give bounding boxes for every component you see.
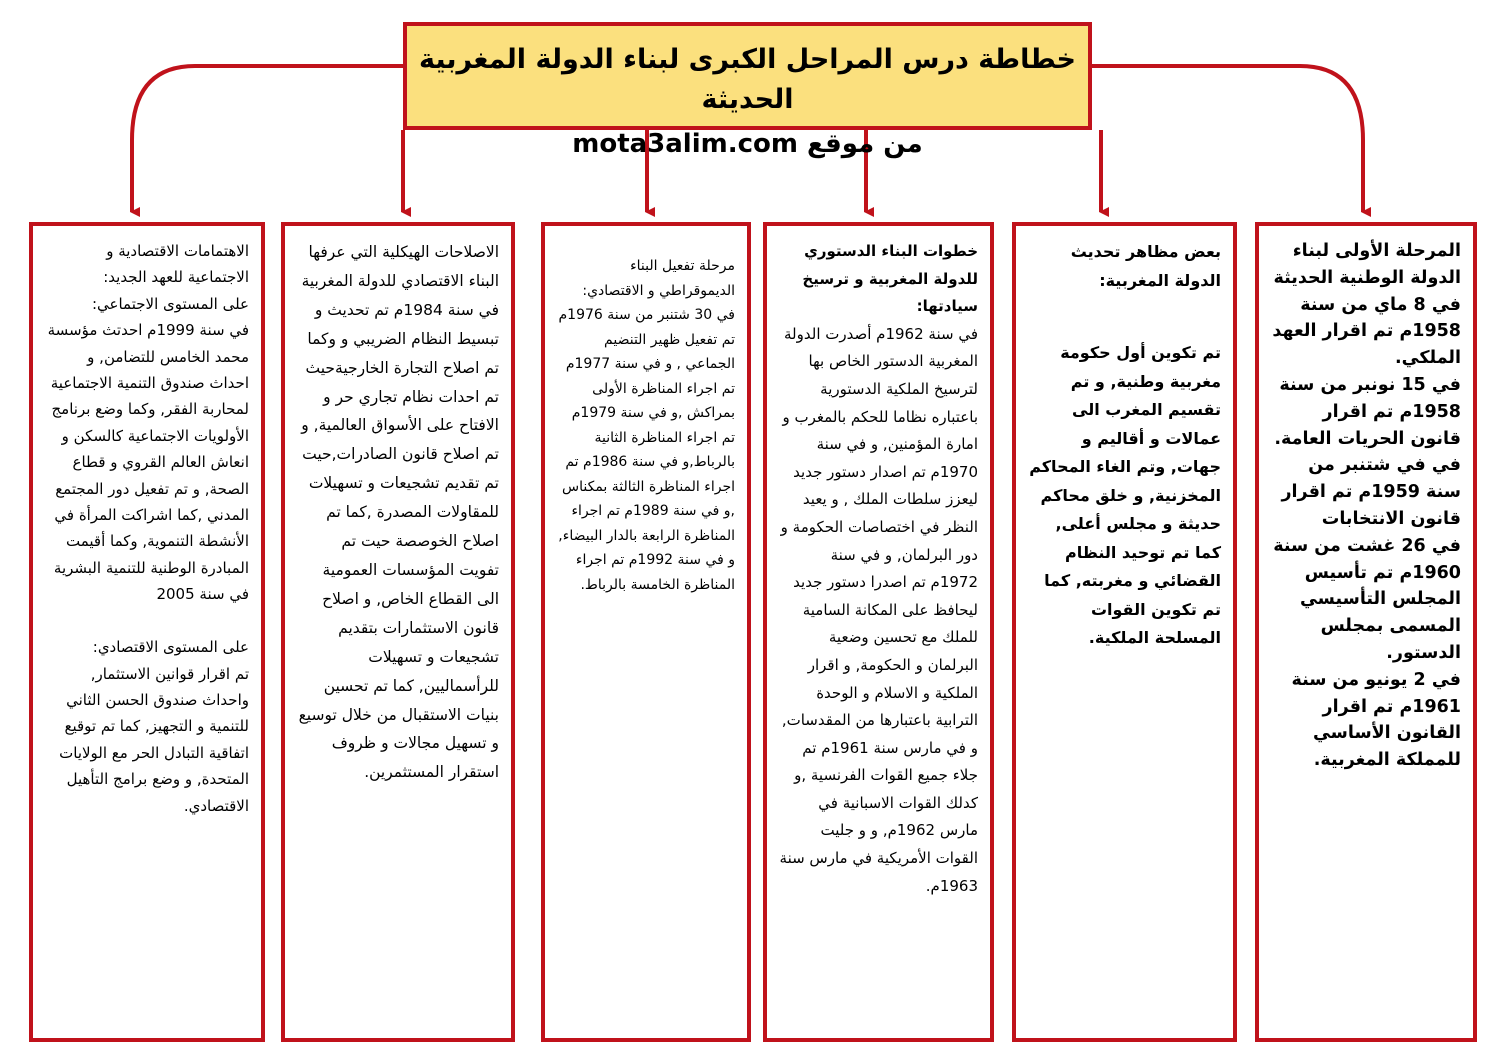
box-body: في 8 ماي من سنة 1958م تم اقرار العهد الملكي. في 15 نونبر من سنة 1958م تم اقرار قانون الحريات العامة. في في شتنبر من سنة 1959م تم اقرار قانون الانتخابات في 26 غشت من سنة 1960م تم تأسيس المجلس التأسيسي المسمى بمجلس الدستور. في 2 يونيو من سنة 1961م تم اقرار القانون الأساسي للمملكة المغربية.	[1272, 294, 1461, 771]
stage-box-constitutional	[763, 222, 994, 1042]
box-body: تم تكوين أول حكومة مغربية وطنية, و تم تقسيم المغرب الى عمالات و أقاليم و جهات, وتم الغاء المحاكم المخزنية, و خلق محاكم حديثة و مجلس أعلى, كما تم توحيد النظام القضائي و مغربته, كما تم تكوين القوات المسلحة الملكية.	[1029, 343, 1221, 647]
box-heading: خطوات البناء الدستوري للدولة المغربية و ترسيخ سيادتها:	[802, 242, 978, 316]
page-subtitle: من موقع mota3alim.com	[572, 129, 923, 159]
box-heading: مرحلة تفعيل البناء الديموقراطي و الاقتصادي:	[582, 258, 735, 299]
stage-box-first-stage	[1255, 222, 1477, 1042]
box-body: في 30 شتنبر من سنة 1976م تم تفعيل ظهير التنضيم الجماعي , و في سنة 1977م تم اجراء المناظرة الأولى بمراكش ,و في سنة 1979م تم اجراء المناظرة الثانية بالرباط,و في سنة 1986م تم اجراء المناظرة الثالثة بمكناس ,و في سنة 1989م تم اجراء المناظرة الرابعة بالدار البيضاء, و في سنة 1992م تم اجراء المناظرة الخامسة بالرباط.	[558, 307, 735, 593]
page-title: خطاطة درس المراحل الكبرى لبناء الدولة المغربية الحديثة	[419, 44, 1076, 115]
stage-box-structural-reforms	[281, 222, 515, 1042]
box-body: في سنة 1962م أصدرت الدولة المغربية الدستور الخاص بها لترسيخ الملكية الدستورية باعتباره نظاما للحكم بالمغرب و امارة المؤمنين, و في سنة 1970م تم اصدار دستور جديد ليعزز سلطات الملك , و يعيد النظر في اختصاصات الحكومة و دور البرلمان, و في سنة 1972م تم اصدرا دستور جديد ليحافظ على المكانة السامية للملك مع تحسين وضعية البرلمان و الحكومة, و اقرار الملكية و الاسلام و الوحدة الترابية باعتبارها من المقدسات, و في مارس سنة 1961م تم جلاء جميع القوات الفرنسية ,و كدلك القوات الاسبانية في مارس 1962م, و و جليت القوات الأمريكية في مارس سنة 1963م.	[779, 324, 978, 895]
stage-box-modernization	[1012, 222, 1237, 1042]
stage-box-new-era	[29, 222, 265, 1042]
box-body: على المستوى الاجتماعي: في سنة 1999م احدتث مؤسسة محمد الخامس للتضامن, و احداث صندوق التنمية الاجتماعية لمحاربة الفقر, وكما وضع برنامج الأولويات الاجتماعية كالسكن و انعاش العالم القروي و قطاع الصحة, و تم تفعيل دور المجتمع المدني ,كما اشراكت المرأة في الأنشطة التنموية, وكما أقيمت المبادرة الوطنية للتنمية البشرية في سنة 2005 على المستوى الاقتصادي: تم اقرار قوانين الاستثمار, واحداث صندوق الحسن الثاني للتنمية و التجهيز, كما تم توقيع اتفاقية التبادل الحر مع الولايات المتحدة, و وضع برامج التأهيل الاقتصادي.	[47, 294, 249, 815]
box-body: في سنة 1984م تم تحديث و تبسيط النظام الضريبي و وكما تم اصلاح التجارة الخارجيةحيث تم احدات نظام تجاري حر و الافتاح على الأسواق العالمية, و تم اصلاح قانون الصادرات,حيت تم تقديم تشجيعات و تسهيلات للمقاولات المصدرة ,كما تم اصلاح الخوصصة حيت تم تفويت المؤسسات العمومية الى القطاع الخاص, و اصلاح قانون الاستثمارات بتقديم تشجيعات و تسهيلات للرأسماليين, كما تم تحسين بنيات الاستقبال من خلال توسيع و تسهيل مجالات و ظروف استقرار المستثمرين.	[298, 300, 499, 782]
connector-to-box-6	[132, 66, 403, 212]
box-heading: الاصلاحات الهيكلية التي عرفها البناء الاقتصادي للدولة المغربية	[301, 243, 499, 290]
box-heading: بعض مظاهر تحديث الدولة المغربية:	[1070, 242, 1221, 290]
title-box	[403, 22, 1092, 159]
box-heading: الاهتمامات الاقتصادية و الاجتماعية للعهد الجديد:	[103, 242, 249, 287]
connector-to-box-1	[1092, 66, 1363, 212]
box-heading: المرحلة الأولى لبناء الدولة الوطنية الحديثة	[1273, 241, 1461, 288]
stage-box-democratic	[541, 222, 751, 1042]
